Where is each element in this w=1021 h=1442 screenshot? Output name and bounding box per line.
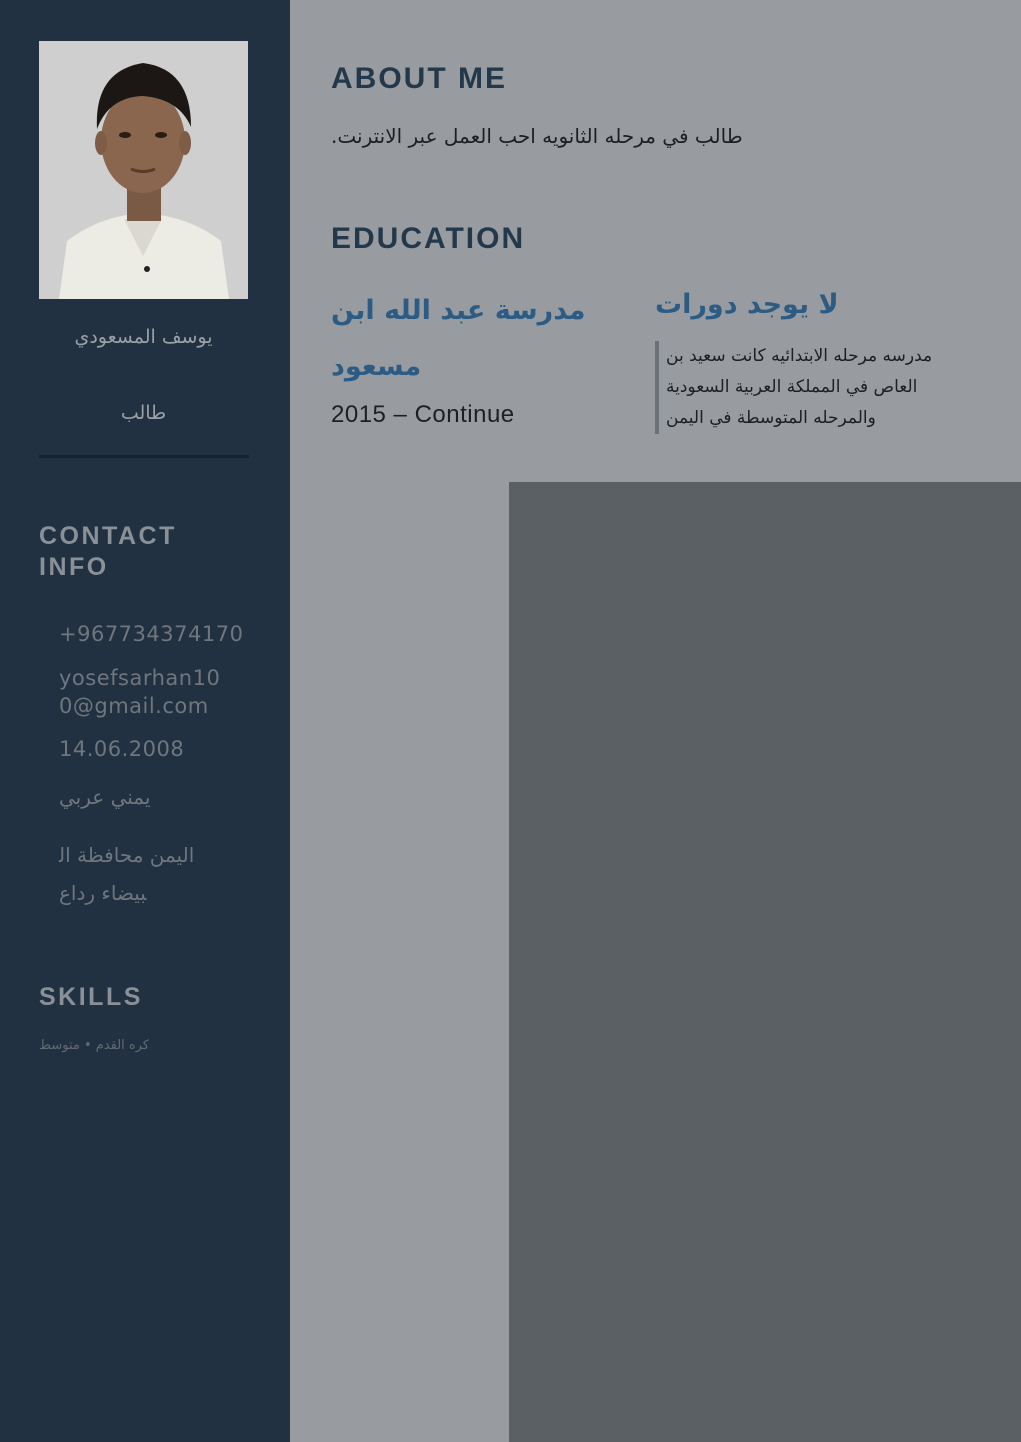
course-title: لا يوجد دورات (655, 289, 839, 320)
education-years: 2015 – Continue (331, 401, 515, 428)
contact-birthdate: 14.06.2008 (59, 737, 185, 761)
profile-name: يوسف المسعودي (74, 326, 213, 348)
empty-content-area (509, 482, 1021, 1442)
skill-item: كره القدم • متوسط (39, 1038, 150, 1053)
about-text: طالب في مرحله الثانويه احب العمل عبر الانترنت. (331, 124, 743, 148)
sidebar (0, 0, 290, 1442)
sidebar-divider (39, 455, 249, 458)
contact-nationality: يمني عربي (59, 785, 151, 809)
skills-heading: SKILLS (39, 983, 143, 1011)
contact-info-heading: CONTACT INFO (39, 522, 177, 581)
profile-role: طالب (120, 402, 167, 424)
course-description: مدرسه مرحله الابتدائيه كانت سعيد بن العاص في المملكة العربية السعودية والمرحله المتوسطة في اليمن (655, 341, 966, 434)
about-heading: ABOUT ME (331, 62, 507, 95)
education-school-name: مدرسة عبد الله ابن مسعود (331, 295, 586, 382)
contact-phone: +967734374170 (59, 622, 244, 646)
contact-email: yosefsarhan100@gmail.com (59, 666, 221, 718)
education-heading: EDUCATION (331, 222, 526, 255)
profile-photo (39, 41, 248, 299)
contact-address: اليمن محافظة البيضاء رداع (59, 843, 195, 905)
